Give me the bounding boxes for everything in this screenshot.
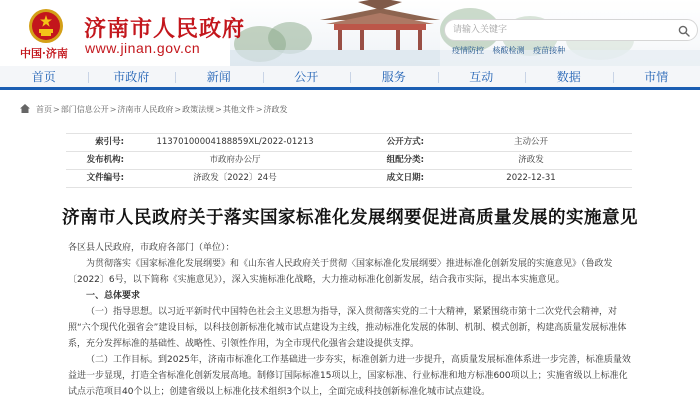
- info-value: 市政府办公厅: [209, 155, 261, 165]
- document-info-table: [66, 133, 632, 188]
- info-value: 11370100004188859XL/2022-01213: [156, 137, 314, 147]
- article-body: [68, 240, 636, 400]
- info-row: [66, 134, 632, 152]
- info-row: [66, 170, 632, 188]
- info-value: 主动公开: [513, 137, 548, 147]
- national-emblem-icon: [28, 8, 64, 44]
- search-input[interactable]: [453, 22, 663, 38]
- search-box: [444, 19, 698, 41]
- nav-item-news[interactable]: 新闻: [175, 66, 263, 87]
- site-title[interactable]: 济南市人民政府: [84, 17, 246, 42]
- hot-link[interactable]: 疫苗接种: [533, 46, 566, 55]
- info-label: 文件编号:: [86, 173, 124, 183]
- breadcrumb-separator: >: [215, 105, 222, 114]
- info-label: 公开方式:: [386, 137, 424, 147]
- breadcrumb-separator: >: [53, 105, 60, 114]
- info-value: 济政发: [518, 155, 544, 165]
- breadcrumb-item[interactable]: 首页: [36, 105, 52, 114]
- info-row: [66, 152, 632, 170]
- info-label: 成文日期:: [386, 173, 424, 183]
- breadcrumb: [20, 104, 288, 115]
- breadcrumb-item[interactable]: 部门信息公开: [60, 105, 109, 114]
- breadcrumb-separator: >: [174, 105, 182, 114]
- search-icon[interactable]: [675, 22, 693, 40]
- breadcrumb-separator: >: [255, 105, 263, 114]
- breadcrumb-item[interactable]: 其他文件: [222, 105, 255, 114]
- article-title: 济南市人民政府关于落实国家标准化发展纲要促进高质量发展的实施意见: [62, 208, 638, 228]
- nav-item-public[interactable]: 公开: [263, 66, 351, 87]
- hot-links: [452, 45, 571, 56]
- nav-item-city[interactable]: 市情: [613, 66, 700, 87]
- site-domain: www.jinan.gov.cn: [85, 40, 201, 56]
- info-label: 组配分类:: [386, 155, 424, 165]
- site-header: [0, 0, 700, 66]
- hot-link[interactable]: 疫情防控: [452, 46, 484, 55]
- info-value: 2022-12-31: [506, 173, 556, 183]
- nav-item-interaction[interactable]: 互动: [438, 66, 526, 87]
- article-salutation: 各区县人民政府，市政府各部门（单位）：: [68, 243, 235, 253]
- breadcrumb-item[interactable]: 济南市人民政府: [117, 105, 174, 114]
- home-icon[interactable]: [20, 104, 30, 115]
- article-paragraph: （一）指导思想。以习近平新时代中国特色社会主义思想为指导，深入贯彻落实党的二十大精神，紧紧围绕市第十二次党代会精神，对照“六个现代化强省会”建设目标，以科技创新标准化城市试点建设为主线，推动标准化发展的体制、机制、模式创新，构建高质量发展标准体系，充分发挥标准的基础性、战略性、引领性作用，为全市现代化强省会建设提供支撑。: [68, 307, 627, 349]
- nav-item-home[interactable]: 首页: [31, 70, 56, 84]
- breadcrumb-item[interactable]: 政策法规: [182, 105, 215, 114]
- article-paragraph: 为贯彻落实《国家标准化发展纲要》和《山东省人民政府关于贯彻〈国家标准化发展纲要〉推进标准化创新发展的实施意见》（鲁政发〔2022〕6号，以下简称《实施意见》），深入实施标准化战略，大力推动标准化创新发展，结合我市实际，提出本实施意见。: [68, 259, 613, 285]
- brand-text: 中国·济南: [20, 47, 68, 60]
- section-heading: 一、总体要求: [86, 291, 141, 301]
- breadcrumb-item[interactable]: 济政发: [263, 105, 288, 114]
- breadcrumb-separator: >: [109, 105, 117, 114]
- nav-item-service[interactable]: 服务: [350, 66, 438, 87]
- info-label: 发布机构:: [86, 155, 124, 165]
- info-label: 索引号:: [95, 137, 124, 147]
- main-nav: [0, 66, 700, 90]
- nav-item-data[interactable]: 数据: [525, 66, 613, 87]
- info-value: 济政发〔2022〕24号: [193, 173, 277, 183]
- nav-item-government[interactable]: 市政府: [88, 66, 176, 87]
- hot-link[interactable]: 核酸检测: [492, 46, 525, 55]
- article-paragraph: （二）工作目标。到2025年，济南市标准化工作基础进一步夯实，标准创新力进一步提升，高质量发展标准体系进一步完善，标准质量效益进一步显现，打造全省标准化创新发展高地。制修订国际标准15项以上，国家标准、行业标准和地方标准600项以上；实施省级以上标准化试点示范项目40个以上；创建省级以上标准化技术组织3个以上，全面完成科技创新标准化城市试点建设。: [68, 355, 631, 397]
